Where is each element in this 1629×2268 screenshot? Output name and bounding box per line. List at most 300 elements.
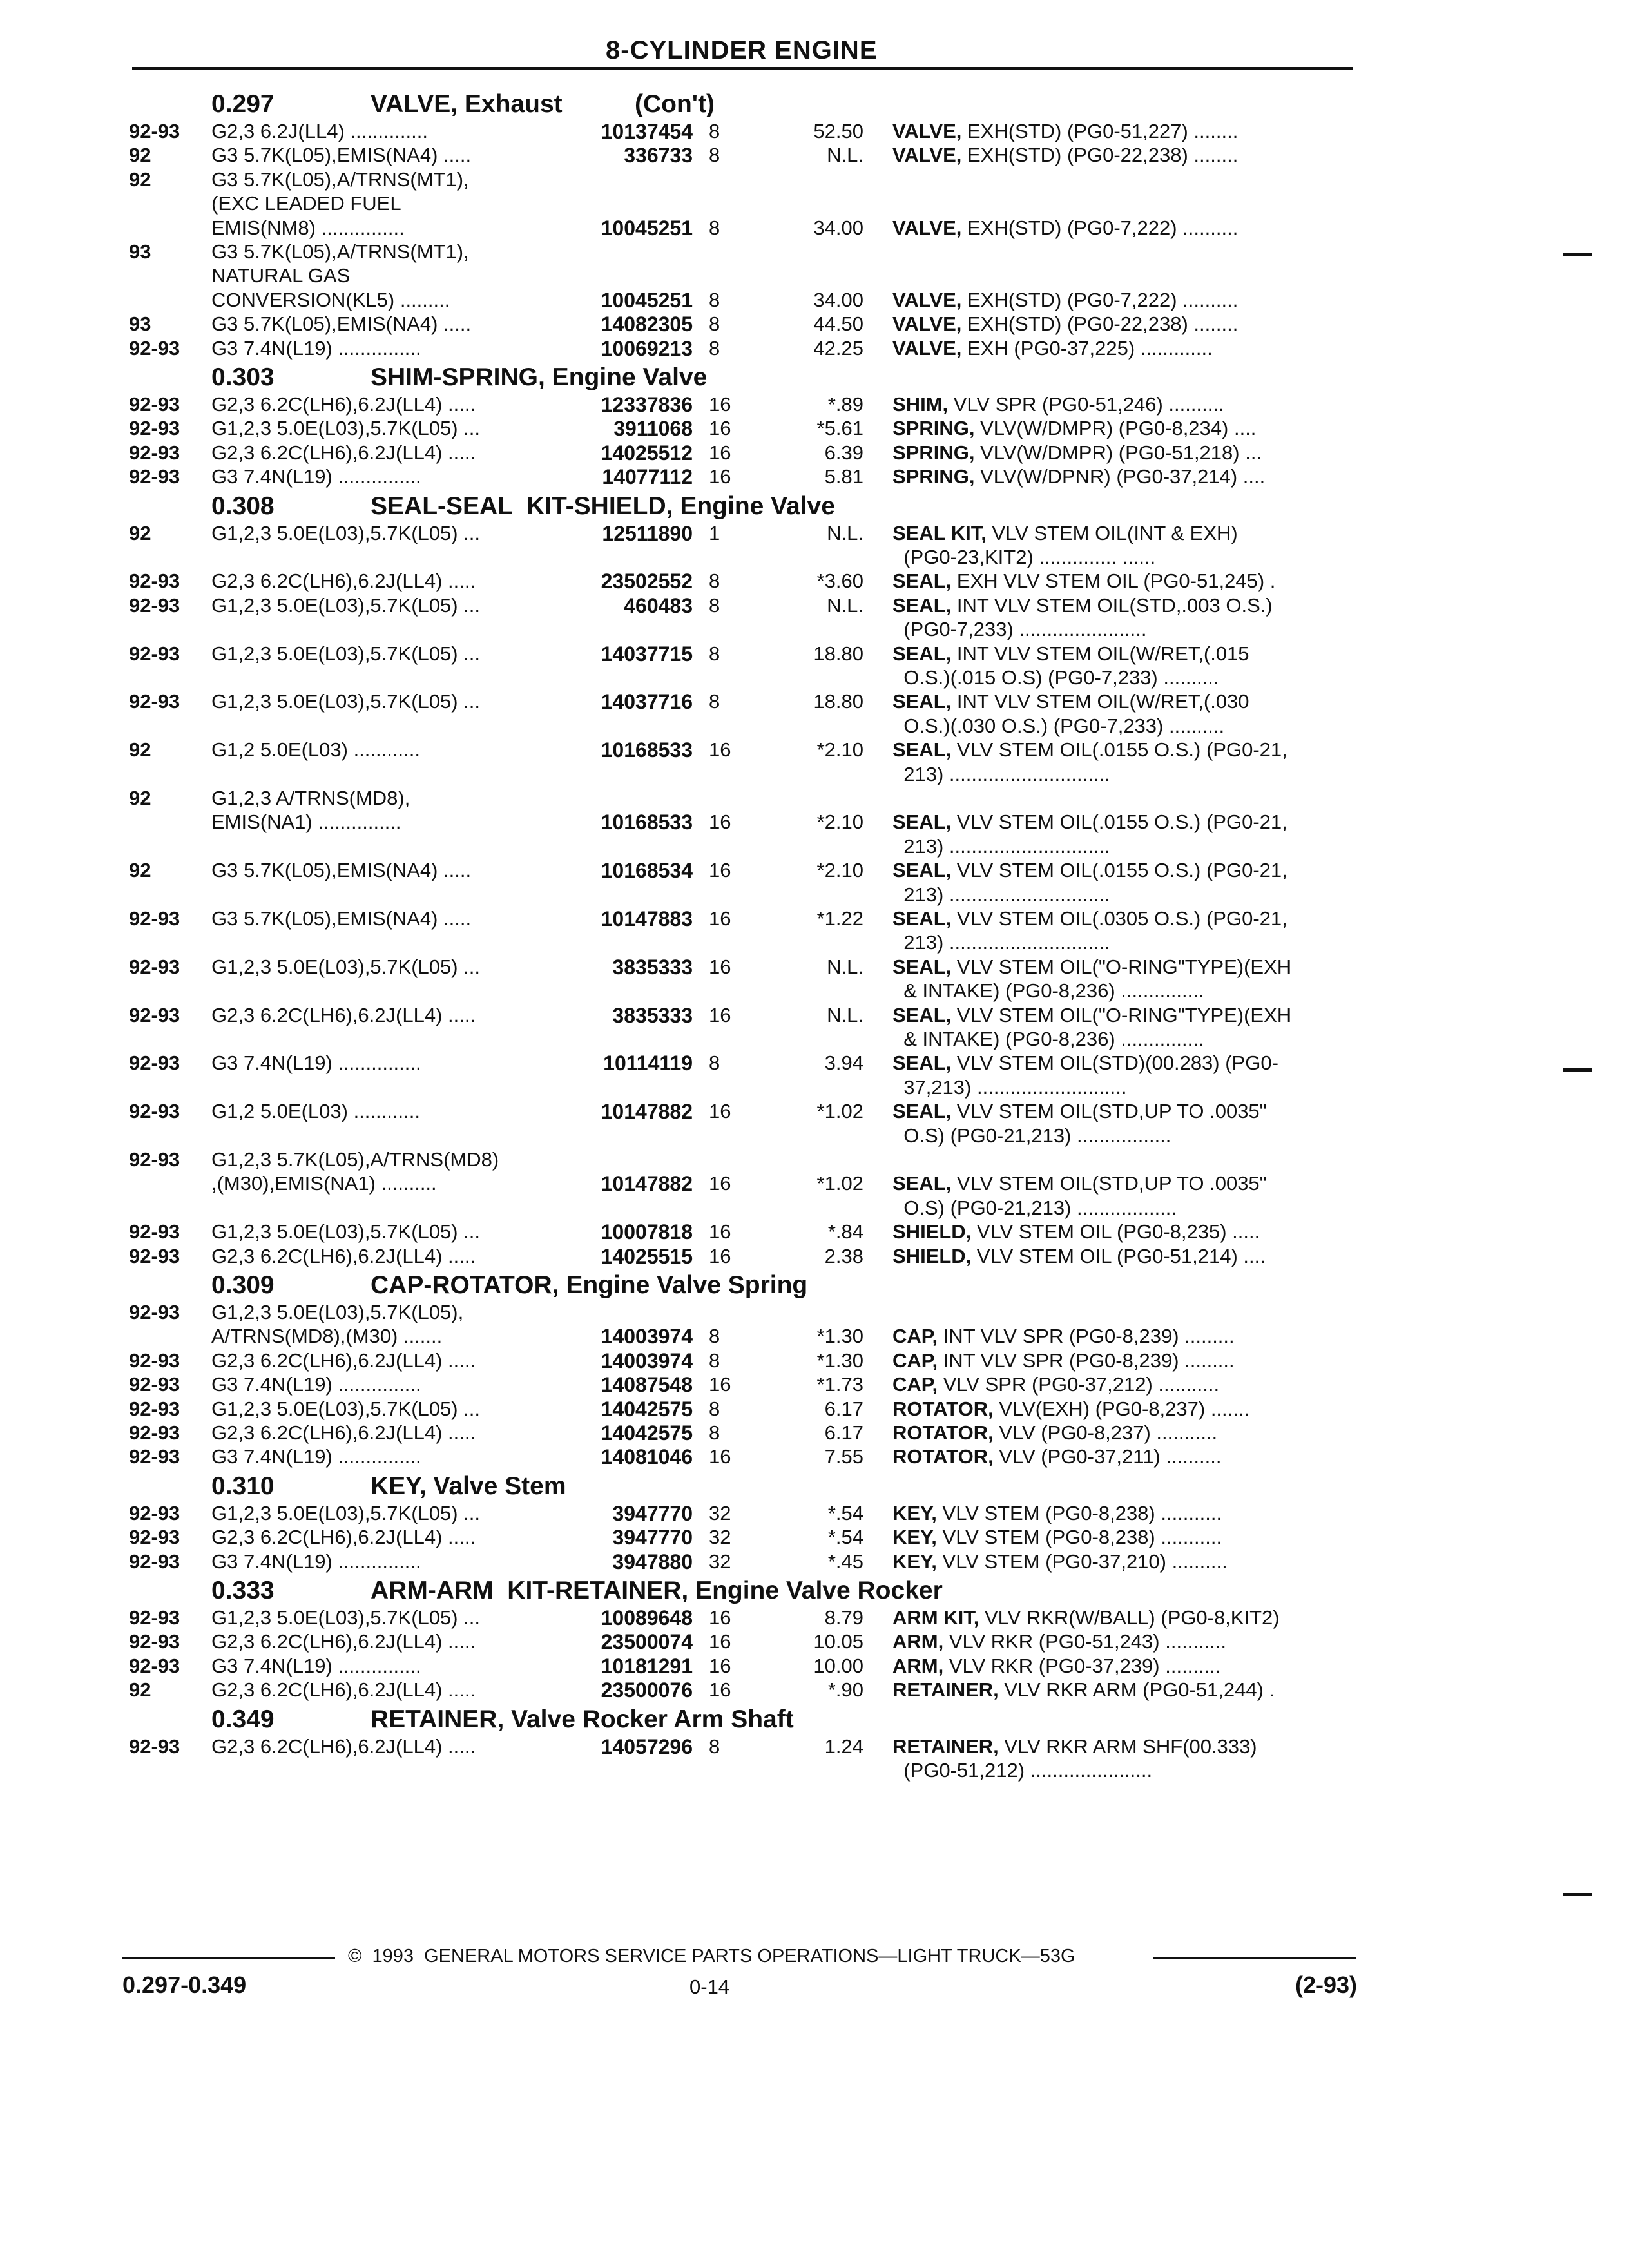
quantity: 16 [709, 393, 731, 416]
price: 6.17 [824, 1397, 863, 1420]
price: N.L. [827, 521, 863, 544]
section-title: SEAL-SEAL KIT-SHIELD, Engine Valve [371, 492, 835, 520]
description-detail: VLV STEM OIL (PG0-51,214) .... [971, 1244, 1266, 1267]
description-detail: VLV(W/DMPR) (PG0-51,218) ... [974, 441, 1262, 464]
description-detail: O.S) (PG0-21,213) ................. [892, 1124, 1171, 1147]
description-detail: EXH (PG0-37,225) ............. [961, 336, 1213, 360]
description-noun: SEAL, [892, 1172, 952, 1195]
description-noun: VALVE, [892, 288, 962, 311]
part-description [892, 835, 1110, 858]
part-description [892, 666, 1219, 689]
description-detail: VLV STEM OIL(STD,UP TO .0035" [951, 1172, 1267, 1195]
description-noun: SEAL, [892, 859, 952, 882]
description-detail: (PG0-51,212) ...................... [892, 1759, 1153, 1782]
description-detail: EXH VLV STEM OIL (PG0-51,245) . [951, 570, 1276, 593]
description-noun: SEAL, [892, 811, 952, 834]
description-detail: VLV STEM (PG0-8,238) ........... [936, 1526, 1222, 1549]
description-noun: VALVE, [892, 336, 962, 360]
price: *2.10 [816, 859, 863, 882]
footer-range: 0.297-0.349 [122, 1972, 247, 1998]
description-noun: SEAL KIT, [892, 521, 987, 544]
description-noun: SEAL, [892, 1100, 952, 1123]
part-description [892, 883, 1110, 907]
description-noun: ARM, [892, 1630, 944, 1653]
description-noun: CAP, [892, 1325, 938, 1348]
section-title: CAP-ROTATOR, Engine Valve Spring [371, 1271, 808, 1299]
model-years: 92-93 [129, 120, 180, 142]
model-application: G3 7.4N(L19) ............... [211, 1052, 421, 1075]
description-detail: 213) ............................. [892, 931, 1110, 954]
model-application: G3 5.7K(L05),EMIS(NA4) ..... [211, 907, 472, 930]
price: *1.73 [816, 1373, 863, 1396]
section-number: 0.349 [211, 1705, 275, 1733]
part-description [892, 1550, 1228, 1573]
description-detail: VLV SPR (PG0-37,212) ........... [938, 1373, 1220, 1396]
description-detail: VLV STEM OIL("O-RING"TYPE)(EXH [951, 1003, 1292, 1026]
part-number: 14025512 [601, 441, 693, 465]
model-years: 92-93 [129, 1148, 180, 1171]
model-application: G3 5.7K(L05),EMIS(NA4) ..... [211, 859, 472, 882]
model-application: ,(M30),EMIS(NA1) .......... [211, 1172, 437, 1195]
part-number: 3947770 [612, 1526, 693, 1550]
part-number: 14037715 [601, 642, 693, 666]
section-number: 0.303 [211, 363, 275, 391]
price: *2.10 [816, 811, 863, 834]
part-number: 10147882 [601, 1100, 693, 1124]
model-application: G1,2,3 5.0E(L03),5.7K(L05) ... [211, 955, 481, 978]
price: 42.25 [813, 336, 863, 360]
description-detail: (PG0-23,KIT2) .............. ...... [892, 546, 1156, 568]
part-number: 460483 [624, 593, 693, 617]
description-detail: VLV(W/DPNR) (PG0-37,214) .... [974, 465, 1266, 488]
description-detail: VLV RKR (PG0-51,243) ........... [943, 1630, 1226, 1653]
model-years: 92-93 [129, 1735, 180, 1758]
description-noun: VALVE, [892, 312, 962, 336]
part-description [892, 1421, 1217, 1445]
model-application: G1,2,3 5.0E(L03),5.7K(L05) ... [211, 1397, 481, 1420]
model-application: CONVERSION(KL5) ......... [211, 288, 450, 311]
model-years: 92-93 [129, 1526, 180, 1549]
price: 18.80 [813, 690, 863, 713]
model-years: 92 [129, 168, 151, 191]
part-description [892, 441, 1262, 465]
part-number: 10137454 [601, 120, 693, 143]
description-detail: VLV(EXH) (PG0-8,237) ....... [993, 1397, 1250, 1420]
quantity: 16 [709, 417, 731, 440]
part-description [892, 1100, 1267, 1123]
part-number: 10089648 [601, 1606, 693, 1629]
model-application: G3 5.7K(L05),EMIS(NA4) ..... [211, 312, 472, 336]
description-noun: ROTATOR, [892, 1397, 994, 1420]
description-detail: INT VLV SPR (PG0-8,239) ......... [938, 1325, 1235, 1348]
part-number: 14037716 [601, 690, 693, 714]
description-noun: VALVE, [892, 144, 962, 167]
description-detail: O.S) (PG0-21,213) .................. [892, 1196, 1177, 1219]
model-application: G1,2,3 5.0E(L03),5.7K(L05) ... [211, 642, 481, 665]
model-application: G1,2,3 5.0E(L03),5.7K(L05) ... [211, 690, 481, 713]
model-application: (EXC LEADED FUEL [211, 192, 401, 215]
part-number: 3911068 [613, 417, 693, 441]
description-noun: SEAL, [892, 642, 952, 665]
model-years: 92-93 [129, 570, 180, 593]
description-detail: VLV STEM (PG0-37,210) .......... [936, 1550, 1228, 1573]
description-noun: SEAL, [892, 1003, 952, 1026]
part-description [892, 738, 1287, 762]
description-detail: VLV RKR ARM (PG0-51,244) . [998, 1678, 1275, 1702]
model-years: 92-93 [129, 1052, 180, 1075]
model-years: 92-93 [129, 690, 180, 713]
part-description [892, 1606, 1280, 1629]
description-noun: ROTATOR, [892, 1445, 994, 1468]
model-years: 92-93 [129, 441, 180, 464]
part-description [892, 1398, 1249, 1421]
quantity: 8 [709, 1325, 720, 1348]
part-number: 10147883 [601, 907, 693, 930]
quantity: 16 [709, 1445, 731, 1468]
part-description [892, 642, 1249, 666]
section-number: 0.309 [211, 1271, 275, 1299]
description-noun: SEAL, [892, 1052, 952, 1075]
model-years: 92-93 [129, 1244, 180, 1267]
model-application: G2,3 6.2C(LH6),6.2J(LL4) ..... [211, 1003, 476, 1026]
footer-rule-right [1153, 1957, 1356, 1959]
part-number: 14042575 [601, 1421, 693, 1445]
price: 52.50 [813, 120, 863, 142]
header-rule [132, 67, 1353, 70]
quantity: 8 [709, 690, 720, 713]
part-number: 14081046 [601, 1445, 693, 1469]
part-description [892, 216, 1238, 240]
description-detail: EXH(STD) (PG0-22,238) ........ [961, 312, 1239, 336]
price: *2.10 [816, 738, 863, 762]
part-number: 10069213 [601, 336, 693, 360]
description-detail: 213) ............................. [892, 834, 1110, 858]
part-number: 3947880 [612, 1550, 693, 1573]
description-detail: EXH(STD) (PG0-22,238) ........ [961, 144, 1239, 167]
part-number: 10007818 [601, 1220, 693, 1244]
model-years: 92-93 [129, 417, 180, 440]
model-years: 92 [129, 144, 151, 167]
price: 18.80 [813, 642, 863, 665]
price: 1.24 [824, 1735, 863, 1758]
part-description [892, 1245, 1266, 1268]
description-detail: EXH(STD) (PG0-7,222) .......... [961, 216, 1239, 239]
quantity: 16 [709, 1244, 731, 1267]
description-detail: VLV STEM OIL("O-RING"TYPE)(EXH [951, 955, 1292, 978]
quantity: 32 [709, 1501, 731, 1524]
description-detail: O.S.)(.030 O.S.) (PG0-7,233) .......... [892, 714, 1225, 737]
part-description [892, 1759, 1152, 1782]
description-detail: O.S.)(.015 O.S) (PG0-7,233) .......... [892, 666, 1219, 689]
part-description [892, 1349, 1235, 1372]
description-detail: INT VLV STEM OIL(W/RET,(.015 [951, 642, 1249, 665]
quantity: 8 [709, 1397, 720, 1420]
price: *1.30 [816, 1349, 863, 1372]
model-application: G1,2,3 5.0E(L03),5.7K(L05), [211, 1301, 464, 1323]
model-years: 92-93 [129, 1003, 180, 1026]
part-description [892, 289, 1238, 312]
description-noun: RETAINER, [892, 1735, 999, 1758]
part-description [892, 1196, 1177, 1220]
section-title: VALVE, Exhaust [371, 90, 563, 118]
model-years: 92-93 [129, 393, 180, 416]
part-description [892, 1630, 1226, 1653]
description-noun: VALVE, [892, 120, 962, 142]
model-application: G3 7.4N(L19) ............... [211, 336, 421, 360]
part-number: 23500074 [601, 1630, 693, 1654]
quantity: 16 [709, 1100, 731, 1123]
model-years: 92-93 [129, 1421, 180, 1444]
part-number: 3835333 [612, 1003, 693, 1027]
quantity: 16 [709, 1678, 731, 1702]
description-detail: VLV RKR ARM SHF(00.333) [998, 1735, 1257, 1758]
quantity: 8 [709, 312, 720, 336]
description-detail: INT VLV STEM OIL(STD,.003 O.S.) [951, 593, 1273, 617]
part-number: 14057296 [601, 1735, 693, 1758]
quantity: 8 [709, 1349, 720, 1372]
quantity: 32 [709, 1550, 731, 1573]
price: 10.05 [813, 1630, 863, 1653]
part-number: 12511890 [602, 521, 693, 545]
quantity: 16 [709, 441, 731, 464]
part-number: 10168534 [601, 859, 693, 883]
model-years: 92-93 [129, 1220, 180, 1244]
description-noun: VALVE, [892, 216, 962, 239]
description-noun: CAP, [892, 1373, 938, 1396]
description-noun: ARM, [892, 1654, 944, 1677]
part-description [892, 1076, 1127, 1099]
quantity: 8 [709, 570, 720, 593]
price: N.L. [827, 955, 863, 978]
model-years: 92-93 [129, 1501, 180, 1524]
quantity: 16 [709, 1220, 731, 1244]
model-application: G3 5.7K(L05),EMIS(NA4) ..... [211, 144, 472, 167]
section-number: 0.333 [211, 1577, 275, 1604]
model-years: 92 [129, 738, 151, 762]
description-detail: VLV (PG0-37,211) .......... [993, 1445, 1222, 1468]
part-description [892, 1445, 1222, 1468]
model-application: G1,2,3 5.0E(L03),5.7K(L05) ... [211, 593, 481, 617]
description-noun: ROTATOR, [892, 1421, 994, 1444]
price: 44.50 [813, 312, 863, 336]
model-years: 92-93 [129, 336, 180, 360]
description-noun: KEY, [892, 1526, 937, 1549]
model-application: G1,2,3 5.0E(L03),5.7K(L05) ... [211, 417, 481, 440]
description-noun: RETAINER, [892, 1678, 999, 1702]
part-description [892, 763, 1110, 786]
quantity: 16 [709, 859, 731, 882]
model-application: G1,2 5.0E(L03) ............ [211, 1100, 420, 1123]
quantity: 16 [709, 1654, 731, 1677]
price: 3.94 [824, 1052, 863, 1075]
description-noun: SEAL, [892, 593, 952, 617]
model-years: 93 [129, 240, 151, 263]
margin-tick [1563, 253, 1592, 256]
section-title: RETAINER, Valve Rocker Arm Shaft [371, 1705, 794, 1733]
price: *3.60 [816, 570, 863, 593]
model-application: G3 7.4N(L19) ............... [211, 1654, 421, 1677]
description-detail: VLV STEM OIL(.0305 O.S.) (PG0-21, [951, 907, 1287, 930]
description-detail: (PG0-7,233) ....................... [892, 618, 1147, 641]
description-noun: CAP, [892, 1349, 938, 1372]
quantity: 8 [709, 1735, 720, 1758]
price: 34.00 [813, 216, 863, 239]
price: N.L. [827, 593, 863, 617]
part-number: 12337836 [601, 393, 693, 416]
section-number: 0.297 [211, 90, 275, 118]
part-description [892, 979, 1204, 1003]
price: 6.39 [824, 441, 863, 464]
model-years: 92 [129, 521, 151, 544]
part-description [892, 417, 1256, 440]
price: 10.00 [813, 1654, 863, 1677]
model-years: 92-93 [129, 1373, 180, 1396]
section-title: SHIM-SPRING, Engine Valve [371, 363, 708, 391]
description-detail: VLV STEM OIL(INT & EXH) [986, 521, 1238, 544]
part-number: 14077112 [602, 465, 693, 489]
section-title: ARM-ARM KIT-RETAINER, Engine Valve Rocker [371, 1577, 943, 1604]
part-description [892, 1325, 1235, 1348]
part-description [892, 690, 1249, 713]
part-number: 23502552 [601, 570, 693, 593]
model-years: 92-93 [129, 1550, 180, 1573]
description-detail: EXH(STD) (PG0-51,227) ........ [961, 120, 1239, 142]
description-noun: SHIELD, [892, 1220, 972, 1244]
description-noun: SEAL, [892, 690, 952, 713]
description-noun: SHIELD, [892, 1244, 972, 1267]
part-description [892, 859, 1287, 882]
description-detail: VLV (PG0-8,237) ........... [993, 1421, 1218, 1444]
quantity: 16 [709, 1003, 731, 1026]
model-application: G1,2,3 5.0E(L03),5.7K(L05) ... [211, 521, 481, 544]
quantity: 16 [709, 738, 731, 762]
model-application: G2,3 6.2C(LH6),6.2J(LL4) ..... [211, 1349, 476, 1372]
part-description [892, 1373, 1219, 1396]
part-number: 14087548 [601, 1373, 693, 1397]
price: *.90 [827, 1678, 863, 1702]
model-application: G3 7.4N(L19) ............... [211, 1373, 421, 1396]
model-years: 92-93 [129, 1630, 180, 1653]
part-number: 10168533 [601, 811, 693, 834]
model-years: 92-93 [129, 1349, 180, 1372]
price: 7.55 [824, 1445, 863, 1468]
description-detail: & INTAKE) (PG0-8,236) ............... [892, 1028, 1204, 1050]
model-application: G2,3 6.2C(LH6),6.2J(LL4) ..... [211, 1735, 476, 1758]
description-noun: SEAL, [892, 738, 952, 762]
model-application: NATURAL GAS [211, 264, 351, 287]
part-number: 10181291 [601, 1654, 693, 1678]
part-number: 14042575 [601, 1397, 693, 1421]
part-description [892, 715, 1224, 738]
section-number: 0.310 [211, 1472, 275, 1500]
model-years: 92-93 [129, 1445, 180, 1468]
part-number: 10168533 [601, 738, 693, 762]
description-detail: VLV STEM OIL (PG0-8,235) ..... [971, 1220, 1260, 1244]
description-noun: KEY, [892, 1550, 937, 1573]
price: *1.22 [816, 907, 863, 930]
footer-page-number: 0-14 [689, 1975, 730, 1998]
price: N.L. [827, 1003, 863, 1026]
price: *.45 [827, 1550, 863, 1573]
description-noun: SPRING, [892, 441, 975, 464]
part-description [892, 1028, 1204, 1051]
part-number: 336733 [624, 144, 693, 168]
part-description [892, 465, 1265, 488]
quantity: 16 [709, 1172, 731, 1195]
description-detail: VLV STEM OIL(.0155 O.S.) (PG0-21, [951, 811, 1287, 834]
model-application: G2,3 6.2C(LH6),6.2J(LL4) ..... [211, 441, 476, 464]
price: *1.02 [816, 1172, 863, 1195]
quantity: 8 [709, 642, 720, 665]
part-description [892, 120, 1238, 143]
part-description [892, 1678, 1275, 1702]
part-description [892, 546, 1155, 569]
model-application: G2,3 6.2C(LH6),6.2J(LL4) ..... [211, 570, 476, 593]
part-number: 14003974 [601, 1349, 693, 1372]
description-detail: VLV RKR (PG0-37,239) .......... [943, 1654, 1221, 1677]
description-noun: SPRING, [892, 465, 975, 488]
model-years: 92-93 [129, 1654, 180, 1677]
part-number: 14082305 [601, 312, 693, 336]
price: 34.00 [813, 288, 863, 311]
description-detail: VLV SPR (PG0-51,246) .......... [948, 393, 1224, 416]
model-application: G2,3 6.2J(LL4) .............. [211, 120, 428, 142]
footer-date: (2-93) [1295, 1972, 1358, 1998]
part-description [892, 1526, 1222, 1549]
margin-tick [1563, 1068, 1592, 1072]
model-application: G2,3 6.2C(LH6),6.2J(LL4) ..... [211, 1678, 476, 1702]
part-number: 3947770 [612, 1501, 693, 1525]
description-detail: VLV STEM OIL(STD)(00.283) (PG0- [951, 1052, 1278, 1075]
quantity: 16 [709, 1606, 731, 1629]
model-application: G1,2,3 A/TRNS(MD8), [211, 787, 410, 809]
price: 5.81 [824, 465, 863, 488]
section-title: KEY, Valve Stem [371, 1472, 566, 1500]
margin-tick [1563, 1893, 1592, 1896]
model-years: 92-93 [129, 1301, 180, 1323]
quantity: 8 [709, 120, 720, 142]
description-noun: ARM KIT, [892, 1606, 979, 1629]
description-detail: VLV STEM OIL(STD,UP TO .0035" [951, 1100, 1267, 1123]
part-description [892, 337, 1213, 360]
part-number: 10045251 [601, 216, 693, 240]
model-years: 93 [129, 312, 151, 336]
description-noun: SEAL, [892, 955, 952, 978]
footer-copyright: © 1993 GENERAL MOTORS SERVICE PARTS OPERATIONS—LIGHT TRUCK—53G [348, 1946, 1075, 1966]
price: 8.79 [824, 1606, 863, 1629]
model-application: G3 7.4N(L19) ............... [211, 465, 421, 488]
part-number: 14003974 [601, 1325, 693, 1349]
description-detail: VLV STEM OIL(.0155 O.S.) (PG0-21, [951, 738, 1287, 762]
quantity: 16 [709, 1373, 731, 1396]
model-application: G3 7.4N(L19) ............... [211, 1445, 421, 1468]
model-years: 92-93 [129, 593, 180, 617]
model-years: 92 [129, 1678, 151, 1702]
model-application: G3 7.4N(L19) ............... [211, 1550, 421, 1573]
model-application: G1,2,3 5.7K(L05),A/TRNS(MD8) [211, 1148, 499, 1171]
model-years: 92-93 [129, 1397, 180, 1420]
quantity: 16 [709, 907, 731, 930]
quantity: 1 [709, 521, 720, 544]
model-application: G1,2,3 5.0E(L03),5.7K(L05) ... [211, 1220, 481, 1244]
part-description [892, 594, 1273, 617]
part-number: 14025515 [601, 1244, 693, 1268]
model-years: 92 [129, 859, 151, 882]
part-description [892, 1172, 1267, 1195]
quantity: 8 [709, 336, 720, 360]
model-application: G2,3 6.2C(LH6),6.2J(LL4) ..... [211, 393, 476, 416]
model-years: 92-93 [129, 1100, 180, 1123]
